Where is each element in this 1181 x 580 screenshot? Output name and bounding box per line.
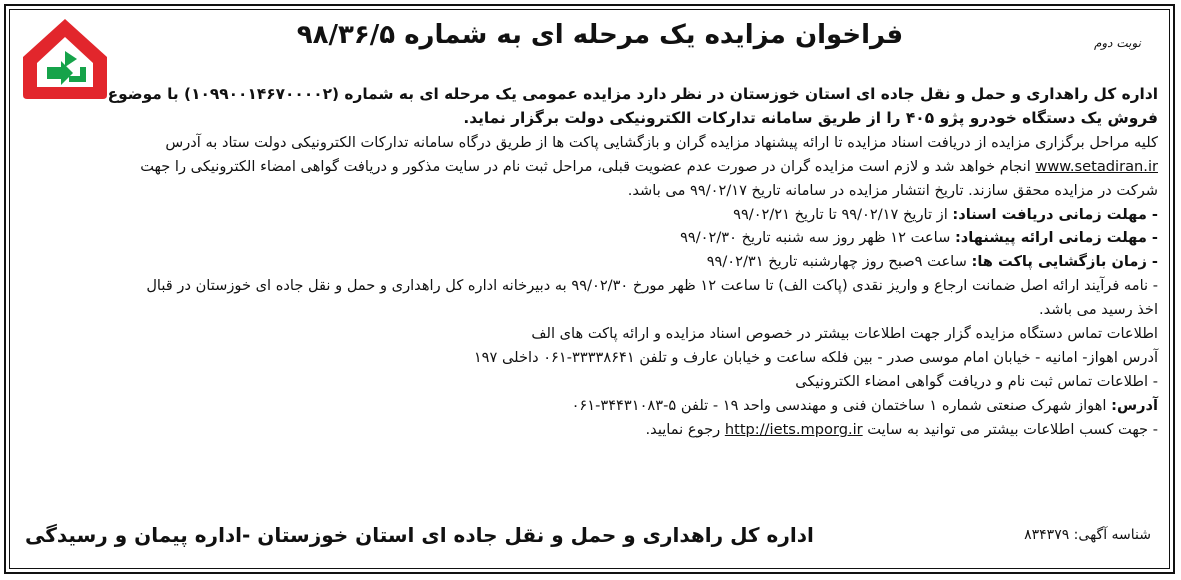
deadline-documents — [18, 203, 1158, 227]
deadline-label: - مهلت زمانی ارائه پیشنهاد: — [954, 229, 1158, 247]
guarantee-line-1: - نامه فرآیند ارائه اصل ضمانت ارجاع و واریز نقدی (پاکت الف) تا ساعت ۱۲ ظهر مورخ ۹۹/۰۲/۳۰ به دبیرخانه اداره کل راهداری و حمل و نقل جاده ای خوزستان در قبال — [146, 277, 1158, 295]
notice-label: نوبت دوم — [1093, 36, 1141, 50]
deadline-opening — [18, 250, 1158, 274]
page-title: فراخوان مزایده یک مرحله ای به شماره ۹۸/۳۶/۵ — [296, 20, 904, 50]
more-info-line — [18, 418, 1158, 442]
deadline-text: ساعت ۱۲ ظهر روز سه شنبه تاریخ ۹۹/۰۲/۳۰ — [680, 229, 955, 247]
address-text: اهواز شهرک صنعتی شماره ۱ ساختمان فنی و مهندسی واحد ۱۹ - تلفن ۵-۳۴۴۳۱۰۸۳-۰۶۱ — [571, 396, 1112, 414]
intro-line-2-text: انجام خواهد شد و لازم است مزایده گران در صورت عدم عضویت قبلی، مراحل ثبت نام در سایت مذکور و دریافت گواهی امضاء الکترونیکی را جهت — [140, 157, 1031, 175]
iets-link[interactable]: http://iets.mporg.ir — [724, 420, 863, 438]
more-info-suffix: رجوع نمایید. — [645, 420, 725, 438]
lede-line-1: اداره کل راهداری و حمل و نقل جاده ای استان خوزستان در نظر دارد مزایده عمومی یک مرحله ای به شماره (۱۰۹۹۰۰۱۴۶۷۰۰۰۰۲) با موضوع — [107, 85, 1158, 103]
intro-line-2 — [18, 155, 1158, 179]
contact-line-3: - اطلاعات تماس ثبت نام و دریافت گواهی امضاء الکترونیکی — [795, 372, 1158, 390]
deadline-proposal — [18, 226, 1158, 250]
address-label: آدرس: — [1111, 396, 1158, 414]
intro-line-3: شرکت در مزایده محقق سازند. تاریخ انتشار مزایده در سامانه تاریخ ۹۹/۰۲/۱۷ می باشد. — [627, 181, 1158, 199]
deadline-text: ساعت ۹صبح روز چهارشنبه تاریخ ۹۹/۰۲/۳۱ — [706, 253, 972, 271]
intro-line-1: کلیه مراحل برگزاری مزایده از دریافت اسناد مزایده تا ارائه پیشنهاد مزایده گران و بازگشایی پاکت ها از طریق درگاه سامانه تدارکات الکترونیکی دولت ستاد به آدرس — [165, 133, 1158, 151]
agency-name: اداره کل راهداری و حمل و نقل جاده ای استان خوزستان -اداره پیمان و رسیدگی — [25, 523, 814, 547]
setadiran-link[interactable]: www.setadiran.ir — [1035, 157, 1158, 175]
deadline-text: از تاریخ ۹۹/۰۲/۱۷ تا تاریخ ۹۹/۰۲/۲۱ — [733, 205, 953, 223]
lede-line-2: فروش یک دستگاه خودرو پژو ۴۰۵ را از طریق سامانه تدارکات الکترونیکی دولت برگزار نماید. — [463, 108, 1158, 127]
contact-line-1: اطلاعات تماس دستگاه مزایده گزار جهت اطلاعات بیشتر در خصوص اسناد مزایده و ارائه پاکت های الف — [531, 325, 1158, 343]
deadline-label: - مهلت زمانی دریافت اسناد: — [952, 205, 1158, 223]
deadline-label: - زمان بازگشایی پاکت ها: — [971, 253, 1158, 271]
notice-body — [18, 83, 1158, 442]
ad-id: شناسه آگهی: ۸۳۴۳۷۹ — [1024, 527, 1151, 543]
more-info-prefix: - جهت کسب اطلاعات بیشتر می توانید به سایت — [862, 420, 1158, 438]
contact-address — [18, 394, 1158, 418]
guarantee-line-2: اخذ رسید می باشد. — [1038, 301, 1158, 319]
contact-line-2: آدرس اهواز- امانیه - خیابان امام موسی صدر - بین فلکه ساعت و خیابان عارف و تلفن ۳۳۳۳۸۶۴۱-۰۶۱ داخلی ۱۹۷ — [473, 348, 1158, 366]
footer — [25, 523, 1151, 557]
